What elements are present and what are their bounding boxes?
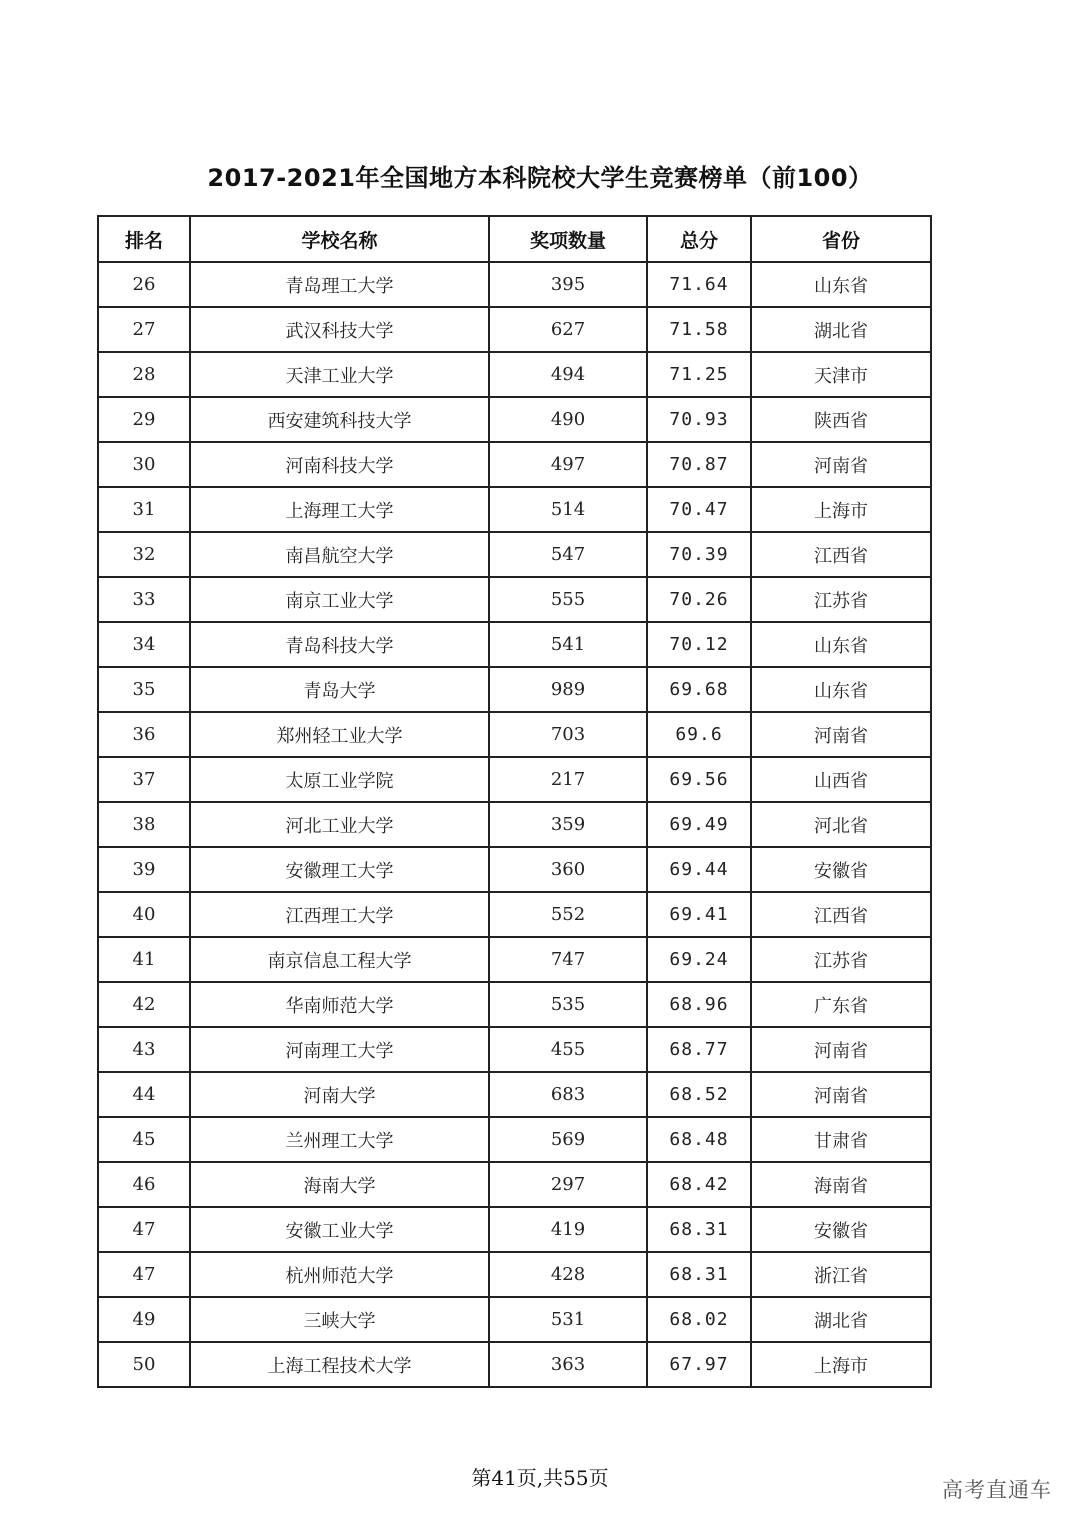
cell-province: 山西省 [751,757,931,802]
cell-award-count: 359 [489,802,647,847]
cell-rank: 27 [98,307,190,352]
cell-total-score: 69.41 [647,892,751,937]
cell-total-score: 69.68 [647,667,751,712]
cell-rank: 30 [98,442,190,487]
cell-rank: 40 [98,892,190,937]
cell-total-score: 68.02 [647,1297,751,1342]
cell-total-score: 70.47 [647,487,751,532]
page-title: 2017-2021年全国地方本科院校大学生竞赛榜单（前100） [207,164,873,192]
header-province: 省份 [751,216,931,262]
cell-award-count: 747 [489,937,647,982]
cell-award-count: 363 [489,1342,647,1387]
cell-total-score: 70.12 [647,622,751,667]
table-row [98,847,931,892]
cell-school-name: 河南理工大学 [190,1027,489,1072]
cell-rank: 47 [98,1252,190,1297]
cell-total-score: 69.49 [647,802,751,847]
cell-province: 河北省 [751,802,931,847]
cell-total-score: 71.25 [647,352,751,397]
cell-province: 河南省 [751,712,931,757]
cell-school-name: 天津工业大学 [190,352,489,397]
cell-rank: 44 [98,1072,190,1117]
cell-school-name: 海南大学 [190,1162,489,1207]
cell-rank: 38 [98,802,190,847]
cell-school-name: 河北工业大学 [190,802,489,847]
table-row [98,622,931,667]
cell-school-name: 江西理工大学 [190,892,489,937]
cell-province: 湖北省 [751,307,931,352]
cell-rank: 29 [98,397,190,442]
cell-award-count: 419 [489,1207,647,1252]
cell-province: 河南省 [751,442,931,487]
table-row [98,802,931,847]
cell-province: 安徽省 [751,847,931,892]
cell-award-count: 541 [489,622,647,667]
table-row [98,1252,931,1297]
cell-rank: 43 [98,1027,190,1072]
cell-province: 安徽省 [751,1207,931,1252]
cell-province: 湖北省 [751,1297,931,1342]
cell-total-score: 70.39 [647,532,751,577]
cell-rank: 47 [98,1207,190,1252]
cell-school-name: 安徽工业大学 [190,1207,489,1252]
cell-school-name: 青岛理工大学 [190,262,489,307]
cell-rank: 26 [98,262,190,307]
table-row [98,712,931,757]
cell-school-name: 南京工业大学 [190,577,489,622]
cell-award-count: 514 [489,487,647,532]
cell-school-name: 河南大学 [190,1072,489,1117]
cell-rank: 42 [98,982,190,1027]
cell-total-score: 69.56 [647,757,751,802]
cell-award-count: 497 [489,442,647,487]
table-row [98,1297,931,1342]
cell-rank: 31 [98,487,190,532]
cell-school-name: 上海工程技术大学 [190,1342,489,1387]
cell-school-name: 安徽理工大学 [190,847,489,892]
cell-award-count: 627 [489,307,647,352]
cell-award-count: 531 [489,1297,647,1342]
cell-province: 上海市 [751,487,931,532]
cell-award-count: 395 [489,262,647,307]
cell-award-count: 989 [489,667,647,712]
cell-rank: 34 [98,622,190,667]
cell-school-name: 武汉科技大学 [190,307,489,352]
table-row [98,937,931,982]
cell-award-count: 494 [489,352,647,397]
cell-award-count: 360 [489,847,647,892]
table-row [98,1027,931,1072]
cell-province: 陕西省 [751,397,931,442]
table-row [98,397,931,442]
cell-rank: 41 [98,937,190,982]
cell-award-count: 552 [489,892,647,937]
cell-rank: 28 [98,352,190,397]
cell-award-count: 535 [489,982,647,1027]
cell-rank: 35 [98,667,190,712]
table-header-row [98,216,931,262]
cell-award-count: 428 [489,1252,647,1297]
table-row [98,442,931,487]
cell-province: 河南省 [751,1072,931,1117]
cell-school-name: 青岛大学 [190,667,489,712]
table-row [98,757,931,802]
cell-school-name: 西安建筑科技大学 [190,397,489,442]
cell-rank: 49 [98,1297,190,1342]
cell-total-score: 68.31 [647,1207,751,1252]
watermark: 高考直通车 [942,1478,1052,1502]
table-row [98,487,931,532]
cell-total-score: 69.6 [647,712,751,757]
table-row [98,262,931,307]
cell-school-name: 河南科技大学 [190,442,489,487]
cell-rank: 46 [98,1162,190,1207]
cell-rank: 45 [98,1117,190,1162]
cell-province: 江苏省 [751,937,931,982]
cell-province: 上海市 [751,1342,931,1387]
cell-school-name: 三峡大学 [190,1297,489,1342]
cell-province: 江苏省 [751,577,931,622]
cell-school-name: 杭州师范大学 [190,1252,489,1297]
cell-province: 甘肃省 [751,1117,931,1162]
cell-award-count: 555 [489,577,647,622]
cell-province: 山东省 [751,667,931,712]
table-row [98,532,931,577]
cell-school-name: 郑州轻工业大学 [190,712,489,757]
cell-school-name: 南昌航空大学 [190,532,489,577]
page-number: 第41页,共55页 [471,1466,609,1490]
cell-award-count: 569 [489,1117,647,1162]
cell-total-score: 67.97 [647,1342,751,1387]
cell-school-name: 青岛科技大学 [190,622,489,667]
cell-total-score: 68.48 [647,1117,751,1162]
cell-total-score: 68.42 [647,1162,751,1207]
cell-province: 江西省 [751,532,931,577]
header-school-name: 学校名称 [190,216,489,262]
cell-award-count: 683 [489,1072,647,1117]
cell-total-score: 70.93 [647,397,751,442]
cell-province: 海南省 [751,1162,931,1207]
cell-total-score: 70.87 [647,442,751,487]
table-row [98,982,931,1027]
cell-total-score: 69.24 [647,937,751,982]
cell-total-score: 68.77 [647,1027,751,1072]
table-row [98,892,931,937]
cell-rank: 32 [98,532,190,577]
header-total-score: 总分 [647,216,751,262]
table-row [98,577,931,622]
cell-school-name: 华南师范大学 [190,982,489,1027]
cell-province: 浙江省 [751,1252,931,1297]
cell-award-count: 297 [489,1162,647,1207]
cell-school-name: 南京信息工程大学 [190,937,489,982]
cell-rank: 50 [98,1342,190,1387]
cell-province: 江西省 [751,892,931,937]
table-row [98,1162,931,1207]
table-row [98,352,931,397]
cell-total-score: 69.44 [647,847,751,892]
cell-province: 天津市 [751,352,931,397]
table-row [98,1072,931,1117]
cell-province: 山东省 [751,262,931,307]
table-row [98,1117,931,1162]
cell-total-score: 68.31 [647,1252,751,1297]
cell-province: 山东省 [751,622,931,667]
cell-school-name: 太原工业学院 [190,757,489,802]
cell-rank: 37 [98,757,190,802]
cell-award-count: 217 [489,757,647,802]
cell-total-score: 68.52 [647,1072,751,1117]
cell-school-name: 上海理工大学 [190,487,489,532]
cell-province: 河南省 [751,1027,931,1072]
table-row [98,1342,931,1387]
cell-award-count: 547 [489,532,647,577]
cell-rank: 39 [98,847,190,892]
table-row [98,667,931,712]
cell-award-count: 703 [489,712,647,757]
cell-rank: 36 [98,712,190,757]
cell-province: 广东省 [751,982,931,1027]
cell-total-score: 68.96 [647,982,751,1027]
cell-award-count: 490 [489,397,647,442]
header-award-count: 奖项数量 [489,216,647,262]
cell-total-score: 70.26 [647,577,751,622]
cell-award-count: 455 [489,1027,647,1072]
table-row [98,307,931,352]
cell-school-name: 兰州理工大学 [190,1117,489,1162]
cell-total-score: 71.64 [647,262,751,307]
header-rank: 排名 [98,216,190,262]
cell-total-score: 71.58 [647,307,751,352]
cell-rank: 33 [98,577,190,622]
ranking-table [97,215,932,1388]
table-row [98,1207,931,1252]
